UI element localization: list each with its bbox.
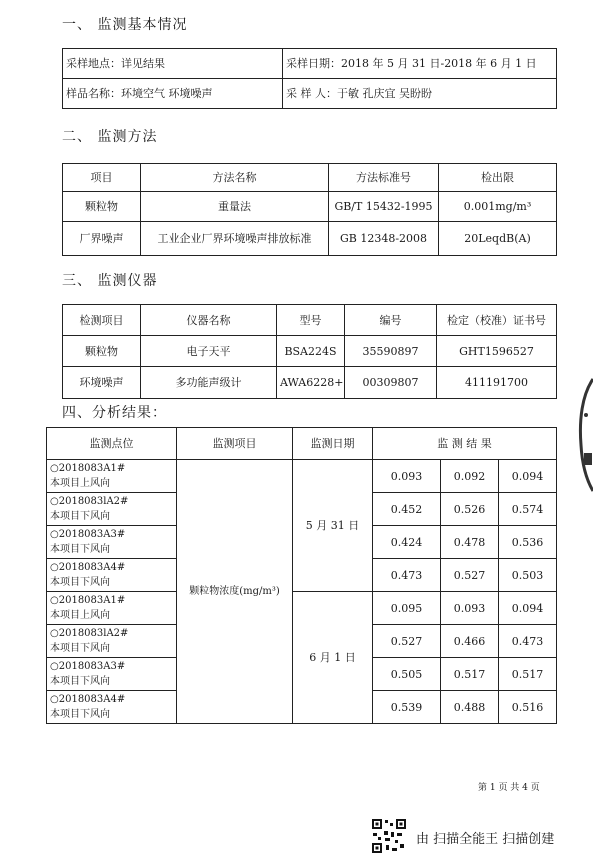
instrument-cell: 多功能声级计 — [141, 367, 277, 399]
result-value: 0.527 — [373, 625, 441, 658]
method-header-name: 方法名称 — [141, 164, 329, 192]
page-number: 第 1 页 共 4 页 — [478, 783, 540, 793]
result-value: 0.093 — [441, 592, 499, 625]
scanner-watermark: 由 扫描全能王 扫描创建 — [416, 832, 555, 847]
results-header-item: 监测项目 — [177, 428, 293, 460]
sampler: 采 样 人：于敏 孔庆宜 吴盼盼 — [283, 79, 557, 109]
instrument-cell: 环境噪声 — [63, 367, 141, 399]
monitoring-point: ○2018083lA2# 本项目下风向 — [47, 493, 177, 526]
result-value: 0.527 — [441, 559, 499, 592]
section4-heading: 四、分析结果： — [62, 405, 167, 421]
sampling-location: 采样地点：详见结果 — [63, 49, 283, 79]
result-value: 0.516 — [499, 691, 557, 724]
method-cell: 0.001mg/m³ — [439, 192, 557, 222]
instrument-cell: 颗粒物 — [63, 336, 141, 367]
method-cell: 重量法 — [141, 192, 329, 222]
section3-heading: 三、 监测仪器 — [62, 273, 158, 289]
instrument-cell: 411191700 — [437, 367, 557, 399]
method-cell: 厂界噪声 — [63, 222, 141, 256]
monitoring-point: ○2018083A4# 本项目下风向 — [47, 559, 177, 592]
result-value: 0.517 — [499, 658, 557, 691]
monitoring-date: 6 月 1 日 — [293, 592, 373, 724]
results-header-date: 监测日期 — [293, 428, 373, 460]
sampling-date: 采样日期：2018 年 5 月 31 日-2018 年 6 月 1 日 — [283, 49, 557, 79]
result-value: 0.488 — [441, 691, 499, 724]
qr-code-icon — [371, 818, 407, 854]
result-value: 0.473 — [373, 559, 441, 592]
method-header-item: 项目 — [63, 164, 141, 192]
method-header-limit: 检出限 — [439, 164, 557, 192]
section2-heading: 二、 监测方法 — [62, 129, 158, 145]
method-table — [62, 163, 557, 256]
result-value: 0.093 — [373, 460, 441, 493]
result-value: 0.574 — [499, 493, 557, 526]
instrument-header-cert: 检定（校准）证书号 — [437, 305, 557, 336]
result-value: 0.517 — [441, 658, 499, 691]
result-value: 0.452 — [373, 493, 441, 526]
method-cell: GB/T 15432-1995 — [329, 192, 439, 222]
instrument-header-item: 检测项目 — [63, 305, 141, 336]
instrument-cell: AWA6228+ — [277, 367, 345, 399]
monitoring-point: ○2018083A3# 本项目下风向 — [47, 658, 177, 691]
monitoring-date: 5 月 31 日 — [293, 460, 373, 592]
instrument-cell: BSA224S — [277, 336, 345, 367]
result-value: 0.473 — [499, 625, 557, 658]
seal-stamp-fragment — [576, 375, 593, 495]
instrument-cell: 电子天平 — [141, 336, 277, 367]
result-value: 0.503 — [499, 559, 557, 592]
result-value: 0.526 — [441, 493, 499, 526]
result-value: 0.505 — [373, 658, 441, 691]
instrument-table — [62, 304, 557, 399]
result-value: 0.094 — [499, 460, 557, 493]
monitoring-point: ○2018083A4# 本项目下风向 — [47, 691, 177, 724]
method-cell: 颗粒物 — [63, 192, 141, 222]
instrument-cell: 00309807 — [345, 367, 437, 399]
result-value: 0.094 — [499, 592, 557, 625]
method-cell: 工业企业厂界环境噪声排放标准 — [141, 222, 329, 256]
result-value: 0.466 — [441, 625, 499, 658]
basic-info-table — [62, 48, 557, 109]
instrument-header-number: 编号 — [345, 305, 437, 336]
results-header-point: 监测点位 — [47, 428, 177, 460]
method-cell: 20LeqdB(A) — [439, 222, 557, 256]
section1-heading: 一、 监测基本情况 — [62, 17, 188, 33]
result-value: 0.424 — [373, 526, 441, 559]
instrument-header-name: 仪器名称 — [141, 305, 277, 336]
method-header-standard: 方法标准号 — [329, 164, 439, 192]
instrument-cell: GHT1596527 — [437, 336, 557, 367]
instrument-cell: 35590897 — [345, 336, 437, 367]
result-value: 0.095 — [373, 592, 441, 625]
method-cell: GB 12348-2008 — [329, 222, 439, 256]
result-value: 0.478 — [441, 526, 499, 559]
result-value: 0.536 — [499, 526, 557, 559]
monitoring-point: ○2018083A1# 本项目上风向 — [47, 460, 177, 493]
instrument-header-model: 型号 — [277, 305, 345, 336]
monitoring-item: 颗粒物浓度(mg/m³) — [177, 460, 293, 724]
sample-name: 样品名称：环境空气 环境噪声 — [63, 79, 283, 109]
monitoring-point: ○2018083A3# 本项目下风向 — [47, 526, 177, 559]
result-value: 0.092 — [441, 460, 499, 493]
results-header-values: 监 测 结 果 — [373, 428, 557, 460]
monitoring-point: ○2018083A1# 本项目上风向 — [47, 592, 177, 625]
result-value: 0.539 — [373, 691, 441, 724]
results-table — [46, 427, 557, 724]
monitoring-point: ○2018083lA2# 本项目下风向 — [47, 625, 177, 658]
